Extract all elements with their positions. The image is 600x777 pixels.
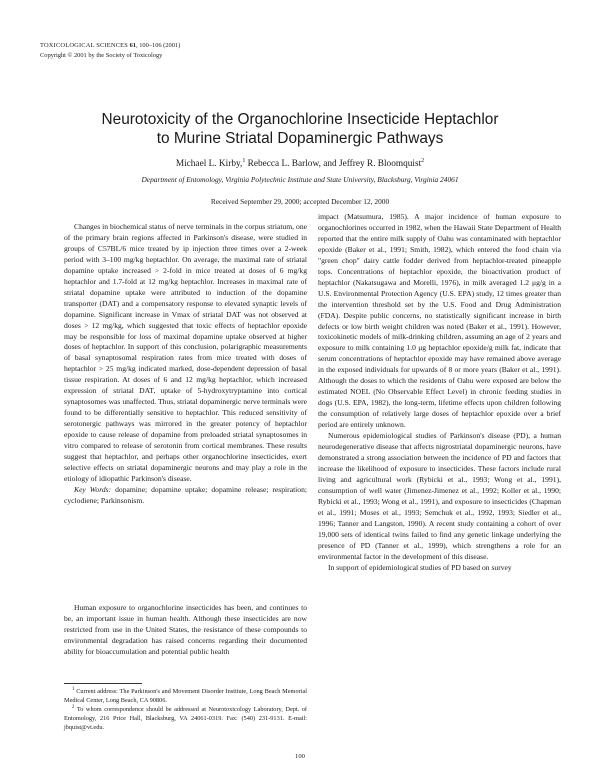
- footnote-2-mark: 2: [72, 704, 75, 710]
- journal-pages-year: , 100–106 (2001): [136, 42, 181, 49]
- footnote-divider: [64, 683, 142, 684]
- page-number: 100: [295, 753, 305, 760]
- footnotes: [64, 688, 307, 733]
- journal-name: TOXICOLOGICAL SCIENCES: [40, 42, 129, 49]
- right-paragraph-2: Numerous epidemiological studies of Parkinson's disease (PD), a human neurodegenerative disease that affects nigrostriatal dopaminergic neurons, have demonstrated a strong association between the incidence of PD and factors that increase the likelihood of exposure to insecticides. These factors include rural living and agricultural work (Rybicki et al., 1993; Wong et al., 1991), consumption of well water (Jimenez-Jimenez et al., 1992; Koller et al., 1990; Rybicki et al., 1993; Wong et al., 1991), and exposure to insecticides (Chapman et al., 1991; Moses et al., 1993; Semchuk et al., 1992, 1993; Siedler et al., 1996; Tanner and Langston, 1990). A recent study containing a cohort of over 19,000 sets of identical twins failed to find any genetic linkage underlying the presence of PD (Tanner et al., 1999), which strengthens a role for an environmental factor in the development of this disease.: [318, 431, 561, 561]
- footnote-1: [64, 688, 307, 706]
- journal-header: [40, 41, 560, 60]
- footnote-2: [64, 706, 307, 733]
- author-1: Michael L. Kirby,: [175, 159, 243, 169]
- author-2-3: Rebecca L. Barlow, and Jeffrey R. Bloomquist: [245, 159, 422, 169]
- author-1-footnote-mark: 1: [242, 157, 246, 164]
- footnote-2-text: To whom correspondence should be addressed at Neurotoxicology Laboratory, Dept. of Entomology, 216 Price Hall, Blacksburg, VA 24061-0319. Fax: (540) 231-9131. E-mail: jbquist@vt.edu.: [64, 705, 308, 731]
- journal-volume: 61: [129, 42, 137, 49]
- author-3-footnote-mark: 2: [421, 157, 425, 164]
- right-paragraph-3: In support of epidemiological studies of PD based on survey: [328, 562, 512, 572]
- footnote-1-text: Current address: The Parkinson's and Movement Disorder Institute, Long Beach Memorial Medical Center, Long Beach, CA 90806.: [64, 688, 307, 704]
- introduction-left: [64, 603, 307, 658]
- footnote-1-mark: 1: [72, 686, 75, 692]
- intro-paragraph: Human exposure to organochlorine insecticides has been, and continues to be, an important issue in human health. Although these insecticides are now restricted from use in the United States, the resistance of these compounds to environmental degradation has raised concerns regarding their documented ability for bioaccumulation and potential public health: [64, 603, 307, 656]
- paper-title: [40, 110, 560, 148]
- title-line-1: Neurotoxicity of the Organochlorine Insecticide Heptachlor: [101, 111, 499, 128]
- right-paragraph-1: impact (Matsumura, 1985). A major incidence of human exposure to organochlorines occurred in 1982, when the Hawaii State Department of Health reported that the entire milk supply of Oahu was contaminated with heptachlor epoxide (Baker et al., 1991; Smith, 1982), which entered the food chain via "green chop" dairy cattle fodder derived from heptachlor-treated pineapple tops. Concentrations of heptachlor epoxide, the bioactivation product of heptachlor (Nakatsugawa and Morelli, 1976), in milk averaged 1.2 μg/g in a U.S. Environmental Protection Agency (U.S. EPA) study, 12 times greater than the intervention threshold set by the U.S. Food and Drug Administration (FDA). Despite public concerns, no statistically significant increase in birth defects or low birth weight children was noted (Baker et al., 1991). However, toxicokinetic models of milk-drinking children, assuming an age of 2 years and exposure to milk containing 1.0 μg heptachlor epoxide/g milk fat, indicate that serum concentrations of heptachlor epoxide may have remained above average in the exposed individuals for upwards of 8 or more years (Baker et al., 1991). Although the doses to which the residents of Oahu were exposed are below the estimated NOEL (No Observable Effect Level) in chronic feeding studies in dogs (U.S. EPA, 1982), the long-term, lifetime effects upon children following the consumption of relatively large doses of heptachlor epoxide over a brief period are entirely unknown.: [318, 212, 561, 430]
- received-dates: Received September 29, 2000; accepted December 12, 2000: [210, 197, 390, 206]
- keywords-label: Key Words:: [74, 484, 112, 494]
- copyright-line: Copyright © 2001 by the Society of Toxicology: [40, 51, 163, 59]
- title-line-2: to Murine Striatal Dopaminergic Pathways: [156, 130, 444, 147]
- right-column: [318, 212, 561, 573]
- author-list: [40, 158, 560, 170]
- journal-citation: [40, 41, 560, 51]
- keywords-list: dopamine; dopamine uptake; dopamine release; respiration; cyclodiene; Parkinsonism.: [64, 484, 307, 505]
- keywords: [64, 485, 307, 507]
- abstract: [64, 222, 307, 507]
- abstract-text: Changes in biochemical status of nerve terminals in the corpus striatum, one of the primary brain regions affected in Parkinson's disease, were studied in groups of C57BL/6 mice treated by ip injection three times over a 2-week period with 3–100 mg/kg heptachlor. On average, the maximal rate of striatal dopamine uptake increased > 2-fold in mice treated at doses of 6 mg/kg heptachlor and 1.7-fold at 12 mg/kg heptachlor. Increases in maximal rate of striatal dopamine uptake were attributed to induction of the dopamine transporter (DAT) and a compensatory response to elevated synaptic levels of dopamine. Significant increase in Vmax of striatal DAT was not observed at doses > 12 mg/kg, which suggested that toxic effects of heptachlor epoxide may be responsible for loss of maximal dopamine uptake observed at higher doses of heptachlor. In support of this conclusion, polarigraphic measurements of basal synaptosomal respiration rates from mice treated with doses of heptachlor > 25 mg/kg indicated marked, dose-dependent depression of basal tissue respiration. At doses of 6 and 12 mg/kg heptachlor, which increased expression of striatal DAT, uptake of 5-hydroxytryptamine into cortical synaptosomes was unaffected. Thus, striatal dopaminergic nerve terminals were found to be differentially sensitive to heptachlor. This reduced sensitivity of serotonergic pathways was mirrored in the greater potency of heptachlor epoxide to cause release of dopamine from preloaded striatal synaptosomes in vitro compared to release of serotonin from cortical membranes. These results suggest that heptachlor, and perhaps other organochlorine insecticides, exert selective effects on striatal dopaminergic neurons and may play a role in the etiology of idiopathic Parkinson's disease.: [64, 222, 307, 483]
- affiliation: Department of Entomology, Virginia Polytechnic Institute and State University, Blacksburg, Virginia 24061: [141, 175, 459, 184]
